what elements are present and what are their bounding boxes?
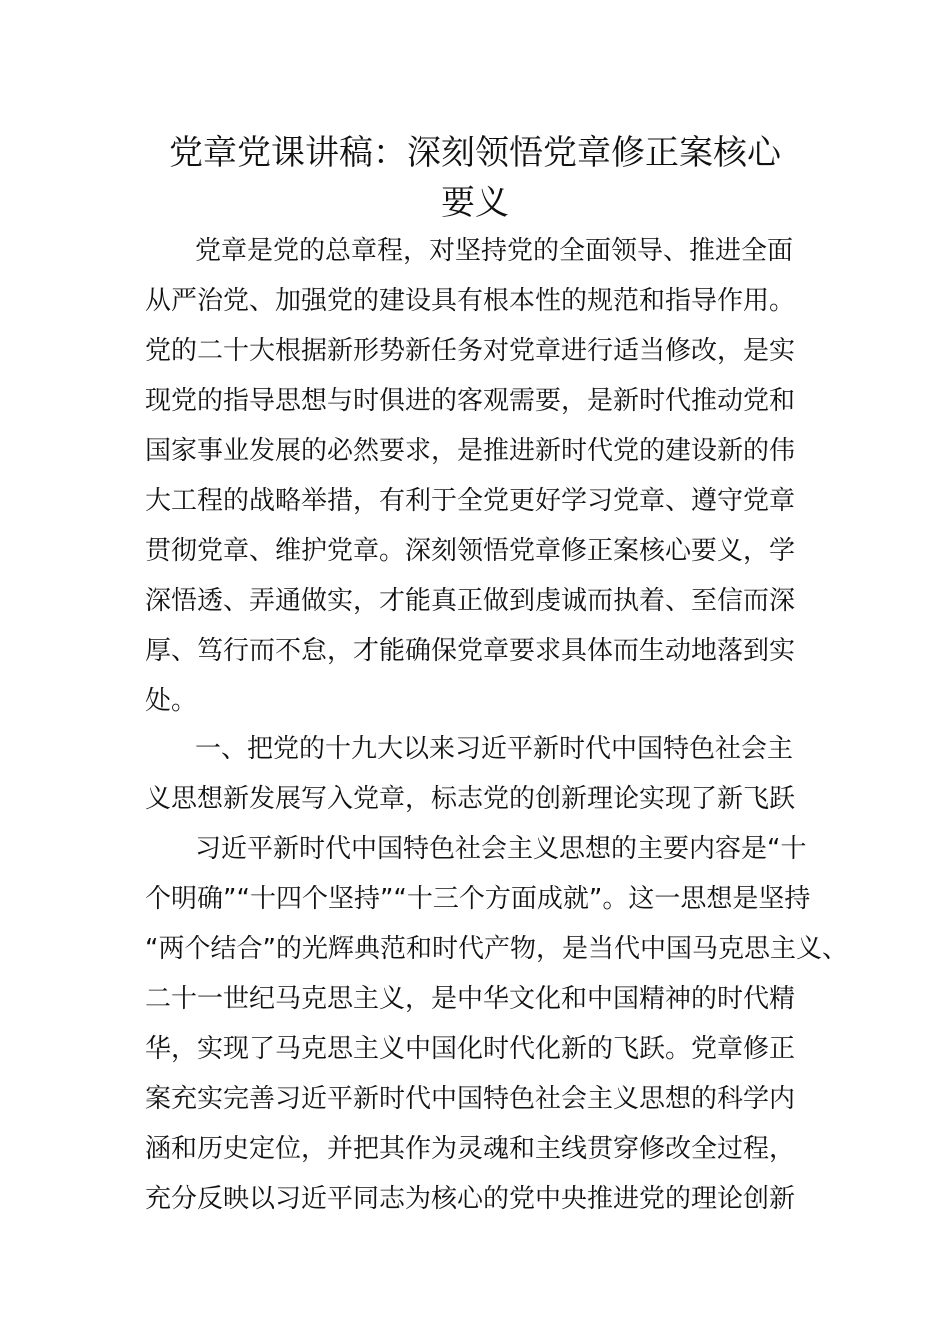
paragraph-1-line: 国家事业发展的必然要求，是推进新时代党的建设新的伟 [145, 436, 796, 466]
paragraph-1-line: 从严治党、加强党的建设具有根本性的规范和指导作用。 [145, 286, 796, 316]
paragraph-1-line: 贯彻党章、维护党章。深刻领悟党章修正案核心要义，学 [145, 536, 796, 566]
paragraph-1-line: 现党的指导思想与时俱进的客观需要，是新时代推动党和 [145, 386, 796, 416]
paragraph-1-line: 厚、笃行而不怠，才能确保党章要求具体而生动地落到实 [145, 636, 796, 666]
paragraph-1-line: 处。 [145, 686, 198, 716]
document-title-line-2: 要义 [441, 183, 509, 223]
section-heading-line: 一、把党的十九大以来习近平新时代中国特色社会主 [195, 734, 794, 764]
paragraph-3-line: 案充实完善习近平新时代中国特色社会主义思想的科学内 [145, 1084, 796, 1114]
paragraph-1-line: 党章是党的总章程，对坚持党的全面领导、推进全面 [195, 236, 794, 266]
paragraph-3-line: 充分反映以习近平同志为核心的党中央推进党的理论创新 [145, 1184, 796, 1214]
paragraph-3-line: “两个结合”的光辉典范和时代产物，是当代中国马克思主义、 [145, 934, 848, 964]
paragraph-3-line: 个明确”“十四个坚持”“十三个方面成就”。这一思想是坚持 [145, 884, 811, 914]
paragraph-1-line: 党的二十大根据新形势新任务对党章进行适当修改，是实 [145, 336, 796, 366]
paragraph-3-line: 二十一世纪马克思主义，是中华文化和中国精神的时代精 [145, 984, 796, 1014]
section-heading-line: 义思想新发展写入党章，标志党的创新理论实现了新飞跃 [145, 784, 796, 814]
document-title-line-1: 党章党课讲稿：深刻领悟党章修正案核心 [169, 133, 781, 173]
paragraph-3-line: 习近平新时代中国特色社会主义思想的主要内容是“十 [195, 834, 807, 864]
paragraph-3-line: 涵和历史定位，并把其作为灵魂和主线贯穿修改全过程， [145, 1134, 796, 1164]
paragraph-1-line: 大工程的战略举措，有利于全党更好学习党章、遵守党章 [145, 486, 796, 516]
paragraph-3-line: 华，实现了马克思主义中国化时代化新的飞跃。党章修正 [145, 1034, 796, 1064]
paragraph-1-line: 深悟透、弄通做实，才能真正做到虔诚而执着、至信而深 [145, 586, 796, 616]
